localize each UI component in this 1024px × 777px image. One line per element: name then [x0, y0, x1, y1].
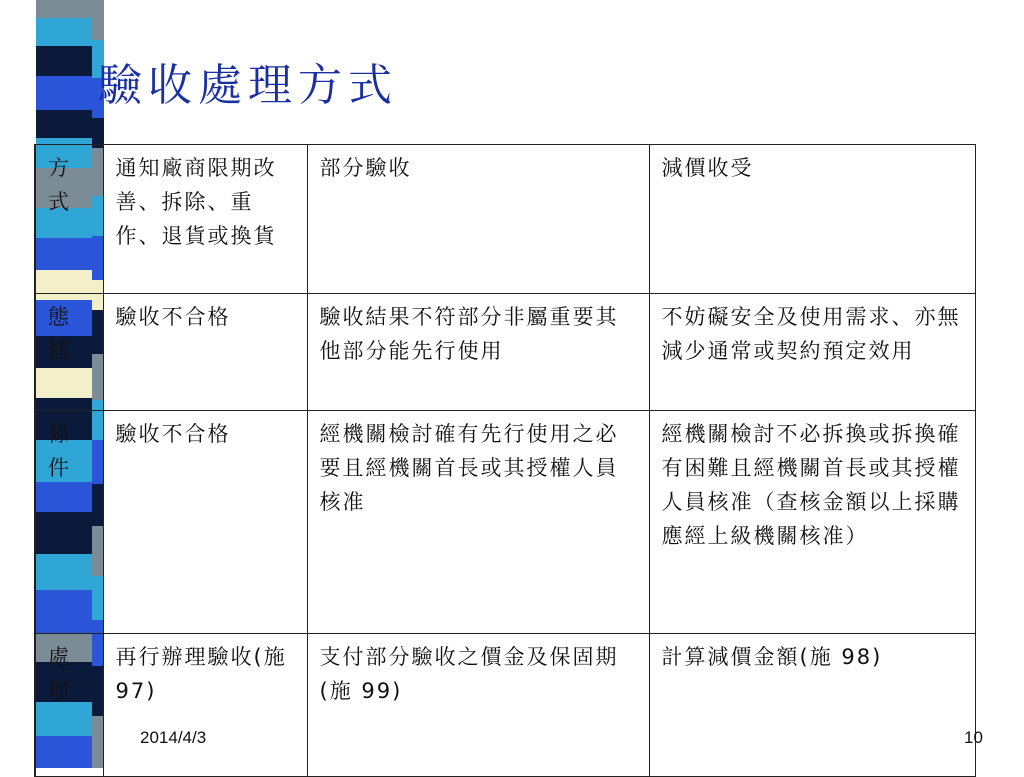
side-label-pattern: 態樣 — [35, 294, 103, 411]
stripe-segment — [36, 18, 92, 46]
stripe-segment — [36, 76, 92, 110]
side-label-condition: 條件 — [35, 411, 103, 634]
table-row — [35, 411, 975, 634]
table-cell: 經機關檢討確有先行使用之必要且經機關首長或其授權人員核准 — [307, 411, 649, 634]
page-number: 10 — [964, 728, 983, 747]
table-cell: 部分驗收 — [307, 145, 649, 294]
slide-date: 2014/4/3 — [140, 728, 207, 747]
table-cell: 不妨礙安全及使用需求、亦無減少通常或契約預定效用 — [649, 294, 975, 411]
table-cell: 再行辦理驗收(施 97) — [103, 634, 307, 777]
table-cell: 通知廠商限期改善、拆除、重作、退貨或換貨 — [103, 145, 307, 294]
stripe-segment — [36, 0, 92, 18]
table-cell: 驗收不合格 — [103, 294, 307, 411]
table-row — [35, 145, 975, 294]
table-cell: 經機關檢討不必拆換或拆換確有困難且經機關首長或其授權人員核准（查核金額以上採購應經上級機關核准） — [649, 411, 975, 634]
table-cell: 驗收結果不符部分非屬重要其他部分能先行使用 — [307, 294, 649, 411]
side-label-method: 方式 — [35, 145, 103, 294]
stripe-segment — [36, 110, 92, 138]
side-label-handling: 處理 — [35, 634, 103, 777]
table-cell: 減價收受 — [649, 145, 975, 294]
table-row — [35, 634, 975, 777]
stripe-segment — [36, 46, 92, 76]
table-cell: 計算減價金額(施 98) — [649, 634, 975, 777]
table-row — [35, 294, 975, 411]
slide-title: 驗收處理方式 — [98, 60, 398, 111]
table-cell: 驗收不合格 — [103, 411, 307, 634]
table-cell: 支付部分驗收之價金及保固期(施 99) — [307, 634, 649, 777]
acceptance-table — [34, 144, 976, 777]
stripe-segment — [92, 0, 104, 40]
